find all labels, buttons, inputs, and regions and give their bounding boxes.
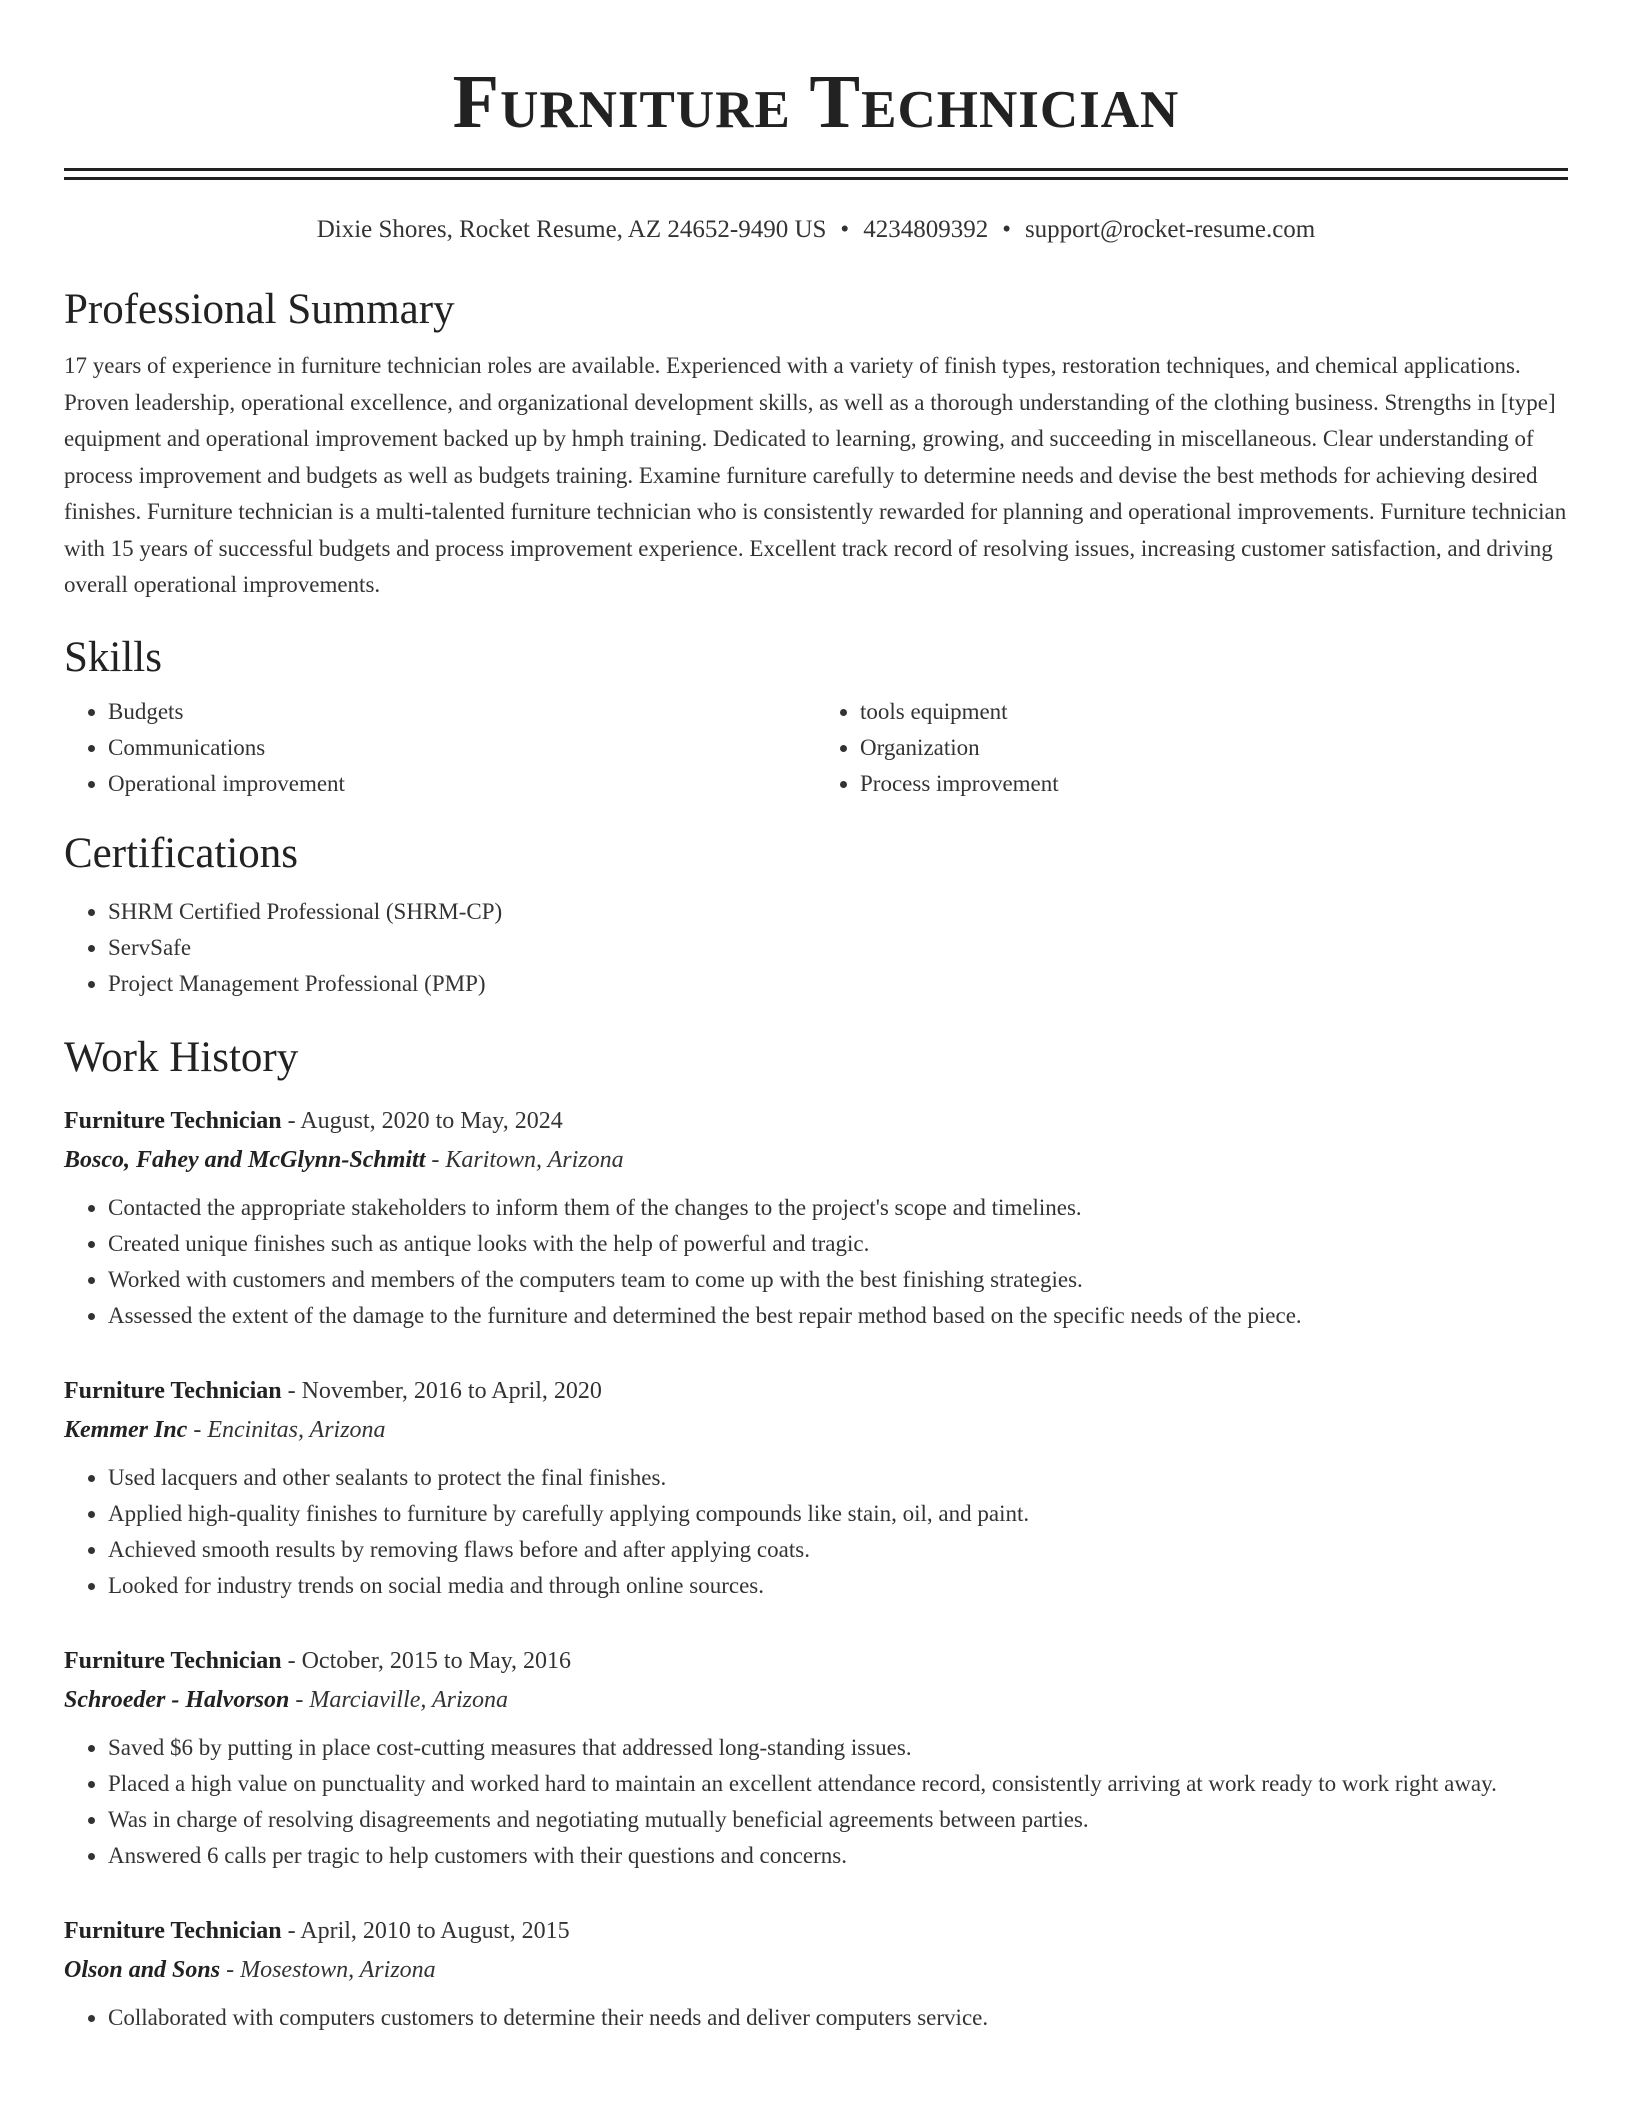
- job-bullet: • Assessed the extent of the damage to the furniture and determined the best repair method based on the specific needs of the piece.: [108, 1298, 1568, 1334]
- certifications-heading: Certifications: [64, 829, 299, 877]
- job-location: Marciaville, Arizona: [309, 1686, 508, 1713]
- job-role: Furniture Technician: [64, 1917, 282, 1944]
- job-entry: [64, 1912, 1568, 2036]
- skill-item: • tools equipment: [860, 694, 1568, 730]
- job-entry: [64, 1102, 1568, 1334]
- job-employer-line: [64, 1140, 1568, 1180]
- job-employer-line: [64, 1410, 1568, 1450]
- job-bullet: • Contacted the appropriate stakeholders to inform them of the changes to the project's scope and timelines.: [108, 1190, 1568, 1226]
- job-bullets: [64, 1730, 1568, 1874]
- job-dash: -: [281, 1917, 301, 1944]
- job-dash: -: [281, 1647, 302, 1674]
- job-bullets: [64, 2000, 1568, 2036]
- contact-phone: 4234809392: [863, 216, 989, 243]
- job-employer-line: [64, 1680, 1568, 1720]
- contact-line: [64, 212, 1568, 248]
- title-rule-bottom: [64, 177, 1568, 180]
- skill-item: • Budgets: [108, 694, 816, 730]
- job-dates: August, 2020 to May, 2024: [300, 1107, 563, 1134]
- job-dash: -: [289, 1686, 310, 1713]
- job-bullet: • Used lacquers and other sealants to protect the final finishes.: [108, 1460, 1568, 1496]
- job-location: Encinitas, Arizona: [207, 1416, 386, 1443]
- job-bullet: • Was in charge of resolving disagreements and negotiating mutually beneficial agreements between parties.: [108, 1802, 1568, 1838]
- job-employer: Kemmer Inc: [64, 1416, 188, 1443]
- job-bullet: • Applied high-quality finishes to furniture by carefully applying compounds like stain, oil, and paint.: [108, 1496, 1568, 1532]
- job-bullet: • Looked for industry trends on social media and through online sources.: [108, 1568, 1568, 1604]
- certifications-list: [64, 894, 1568, 1002]
- job-title-line: [64, 1642, 1568, 1680]
- job-employer: Bosco, Fahey and McGlynn-Schmitt: [64, 1146, 426, 1173]
- job-entry: [64, 1372, 1568, 1604]
- skill-item: • Process improvement: [860, 766, 1568, 802]
- certification-item: • SHRM Certified Professional (SHRM-CP): [108, 894, 1568, 930]
- job-dash: -: [281, 1107, 301, 1134]
- job-role: Furniture Technician: [64, 1377, 282, 1404]
- skills-list-right: [816, 694, 1568, 802]
- contact-separator: •: [840, 216, 850, 243]
- job-dash: -: [187, 1416, 208, 1443]
- job-dates: October, 2015 to May, 2016: [301, 1647, 572, 1674]
- job-title-line: [64, 1372, 1568, 1410]
- job-bullet: • Answered 6 calls per tragic to help customers with their questions and concerns.: [108, 1838, 1568, 1874]
- job-bullets: [64, 1190, 1568, 1334]
- certification-item: • ServSafe: [108, 930, 1568, 966]
- skill-item: • Communications: [108, 730, 816, 766]
- skills-grid: [64, 694, 1568, 802]
- job-dates: April, 2010 to August, 2015: [300, 1917, 570, 1944]
- resume-title: Furniture Technician: [452, 60, 1180, 144]
- work-history-heading: Work History: [64, 1033, 299, 1081]
- job-title-line: [64, 1912, 1568, 1950]
- job-dash: -: [220, 1956, 241, 1983]
- summary-text: 17 years of experience in furniture technician roles are available. Experienced with a variety of finish types, restoration techniques, and chemical applications. Proven leadership, operational excellence, and organizational development skills, as well as a thorough understanding of the clothing business. Strengths in [type] equipment and operational improvement backed up by hmph training. Dedicated to learning, growing, and succeeding in miscellaneous. Clear understanding of process improvement and budgets as well as budgets training. Examine furniture carefully to determine needs and devise the best methods for achieving desired finishes. Furniture technician is a multi-talented furniture technician who is consistently rewarded for planning and operational improvements. Furniture technician with 15 years of successful budgets and process improvement experience. Excellent track record of resolving issues, increasing customer satisfaction, and driving overall operational improvements.: [64, 353, 1567, 597]
- certification-item: • Project Management Professional (PMP): [108, 966, 1568, 1002]
- skill-item: • Organization: [860, 730, 1568, 766]
- job-employer: Schroeder - Halvorson: [64, 1686, 290, 1713]
- job-dash: -: [425, 1146, 446, 1173]
- contact-address: Dixie Shores, Rocket Resume, AZ 24652-9490 US: [316, 216, 827, 243]
- job-bullet: • Placed a high value on punctuality and worked hard to maintain an excellent attendance record, consistently arriving at work ready to work right away.: [108, 1766, 1568, 1802]
- contact-email: support@rocket-resume.com: [1024, 216, 1316, 243]
- skills-list-left: [64, 694, 816, 802]
- job-bullets: [64, 1460, 1568, 1604]
- contact-separator: •: [1002, 216, 1011, 243]
- job-bullet: • Achieved smooth results by removing flaws before and after applying coats.: [108, 1532, 1568, 1568]
- job-location: Mosestown, Arizona: [240, 1956, 436, 1983]
- skill-item: • Operational improvement: [108, 766, 816, 802]
- title-rule-top: [64, 168, 1568, 171]
- job-employer: Olson and Sons: [64, 1956, 221, 1983]
- job-role: Furniture Technician: [64, 1107, 282, 1134]
- job-location: Karitown, Arizona: [445, 1146, 624, 1173]
- job-role: Furniture Technician: [64, 1647, 282, 1674]
- job-dash: -: [281, 1377, 302, 1404]
- job-title-line: [64, 1102, 1568, 1140]
- summary-heading: Professional Summary: [64, 286, 455, 333]
- job-employer-line: [64, 1950, 1568, 1990]
- skills-heading: Skills: [64, 633, 162, 681]
- job-bullet: • Created unique finishes such as antique looks with the help of powerful and tragic.: [108, 1226, 1568, 1262]
- job-bullet: • Worked with customers and members of the computers team to come up with the best finishing strategies.: [108, 1262, 1568, 1298]
- job-dates: November, 2016 to April, 2020: [301, 1377, 602, 1404]
- job-entry: [64, 1642, 1568, 1874]
- job-bullet: • Saved $6 by putting in place cost-cutting measures that addressed long-standing issues.: [108, 1730, 1568, 1766]
- job-bullet: • Collaborated with computers customers to determine their needs and deliver computers service.: [108, 2000, 1568, 2036]
